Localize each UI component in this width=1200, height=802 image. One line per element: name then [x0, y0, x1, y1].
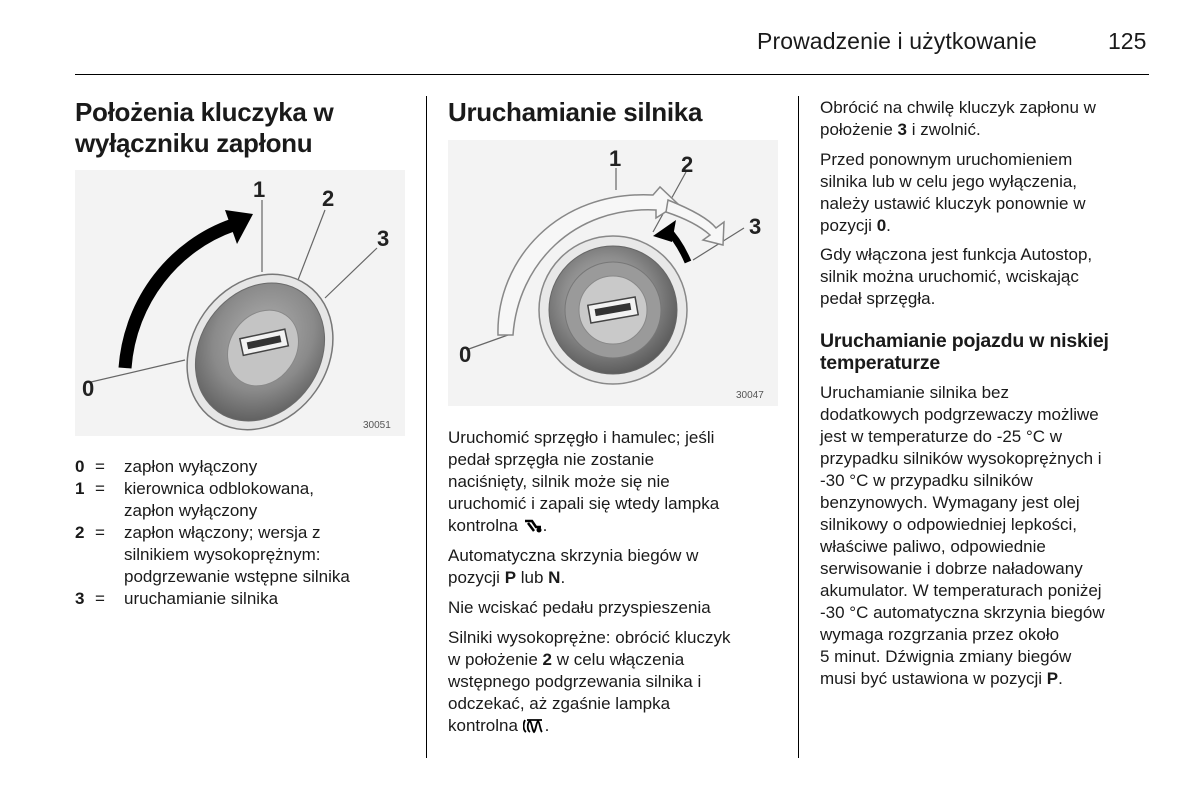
- paragraph-diesel-preheat: Silniki wysokoprężne: obrócić kluczyk w położenie 2 w celu włączenia wstępnego podgrzewania silnika i odczekać, aż zgaśnie lampka kontrolna .: [448, 627, 731, 740]
- column-divider-left: [426, 96, 427, 758]
- ignition-switch-illustration: [75, 170, 405, 436]
- paragraph-autostop: Gdy włączona jest funkcja Autostop, silnik można uruchomić, wciskając pedał sprzęgła.: [820, 245, 1093, 308]
- subheading-low-temperature: Uruchamianie pojazdu w niskiej temperaturze: [820, 330, 1109, 374]
- figure-label-1: 1: [253, 177, 266, 202]
- figure-label-3: 3: [749, 214, 762, 239]
- paragraph-clutch-brake: Uruchomić sprzęgło i hamulec; jeśli pedał sprzęgła nie zostanie naciśnięty, silnik może się nie uruchomić i zapali się wtedy lampka kontrolna .: [448, 427, 719, 540]
- paragraph-no-accelerator: Nie wciskać pedału przyspieszenia: [448, 598, 711, 617]
- figure-code: 30051: [363, 420, 391, 431]
- legend-item: 3 = uruchamianie silnika: [75, 589, 279, 608]
- ignition-positions-figure: [75, 170, 405, 436]
- ignition-start-illustration: [448, 140, 778, 406]
- figure-label-2: 2: [681, 152, 694, 177]
- figure-label-1: 1: [609, 146, 622, 171]
- figure-label-2: 2: [322, 186, 335, 211]
- legend-item: 0 = zapłon wyłączony: [75, 457, 258, 476]
- column-divider-right: [798, 96, 799, 758]
- figure-label-0: 0: [82, 376, 95, 401]
- legend-item: 2 = zapłon włączony; wersja z silnikiem wysokoprężnym: podgrzewanie wstępne silnika: [75, 523, 350, 586]
- clutch-warning-icon: [523, 518, 543, 540]
- paragraph-automatic-gearbox: Automatyczna skrzynia biegów w pozycji P lub N.: [448, 546, 699, 587]
- key-position-legend: [75, 456, 394, 610]
- header-divider: [75, 74, 1149, 75]
- figure-label-0: 0: [459, 342, 472, 367]
- engine-start-figure: [448, 140, 778, 406]
- paragraph-low-temperature: Uruchamianie silnika bez dodatkowych podgrzewaczy możliwe jest w temperaturze do -25 °C w przypadku silników wysokoprężnych i -30 °C w przypadku silników benzynowych. Wymagany jest olej silnikowy o odpowiedniej lepkości, właściwe paliwo, odpowiednie serwisowanie i dobrze naładowany akumulator. W temperaturach poniżej -30 °C automatyczna skrzynia biegów wymaga rozgrzania przez około 5 minut. Dźwignia zmiany biegów musi być ustawiona w pozycji P.: [820, 383, 1105, 688]
- section-heading-key-positions: Położenia kluczyka w wyłączniku zapłonu: [75, 97, 334, 158]
- section-heading-engine-start: Uruchamianie silnika: [448, 97, 703, 127]
- running-header-title: Prowadzenie i użytkowanie: [757, 28, 1037, 54]
- figure-code: 30047: [736, 390, 764, 401]
- page-number: 125: [1108, 28, 1147, 54]
- paragraph-turn-key: Obrócić na chwilę kluczyk zapłonu w położenie 3 i zwolnić.: [820, 98, 1096, 139]
- figure-label-3: 3: [377, 226, 390, 251]
- legend-item: 1 = kierownica odblokowana, zapłon wyłączony: [75, 479, 314, 520]
- glow-plug-icon: [523, 718, 545, 740]
- paragraph-before-restart: Przed ponownym uruchomieniem silnika lub w celu jego wyłączenia, należy ustawić kluczyk ponownie w pozycji 0.: [820, 150, 1086, 235]
